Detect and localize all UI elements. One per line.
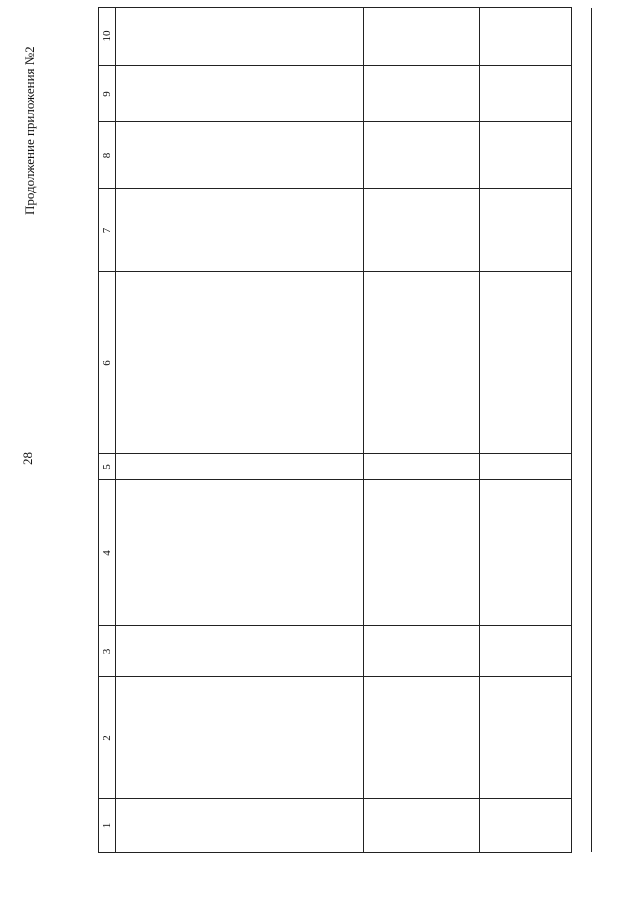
column-number: 5 [101, 464, 113, 470]
row-divider [591, 8, 592, 852]
col-divider [99, 479, 571, 480]
row-divider [363, 8, 364, 852]
col-divider [99, 121, 571, 122]
column-number: 4 [101, 550, 113, 556]
col-divider [99, 676, 571, 677]
appendix-title: Продолжение приложения №2 [22, 46, 37, 215]
column-number: 3 [101, 648, 113, 655]
column-number: 7 [101, 227, 113, 234]
col-divider [99, 188, 571, 189]
column-number: 8 [101, 152, 113, 159]
col-divider [99, 453, 571, 454]
column-number: 6 [101, 360, 113, 366]
header-divider [115, 8, 116, 852]
column-number: 2 [101, 735, 113, 741]
col-divider [99, 271, 571, 272]
column-number: 9 [101, 91, 113, 97]
col-divider [99, 65, 571, 66]
column-number: 1 [101, 822, 113, 829]
col-divider [99, 798, 571, 799]
page-number: 28 [20, 452, 35, 465]
col-divider [99, 625, 571, 626]
column-number: 10 [101, 30, 113, 42]
row-divider [479, 8, 480, 852]
data-table [98, 7, 572, 853]
